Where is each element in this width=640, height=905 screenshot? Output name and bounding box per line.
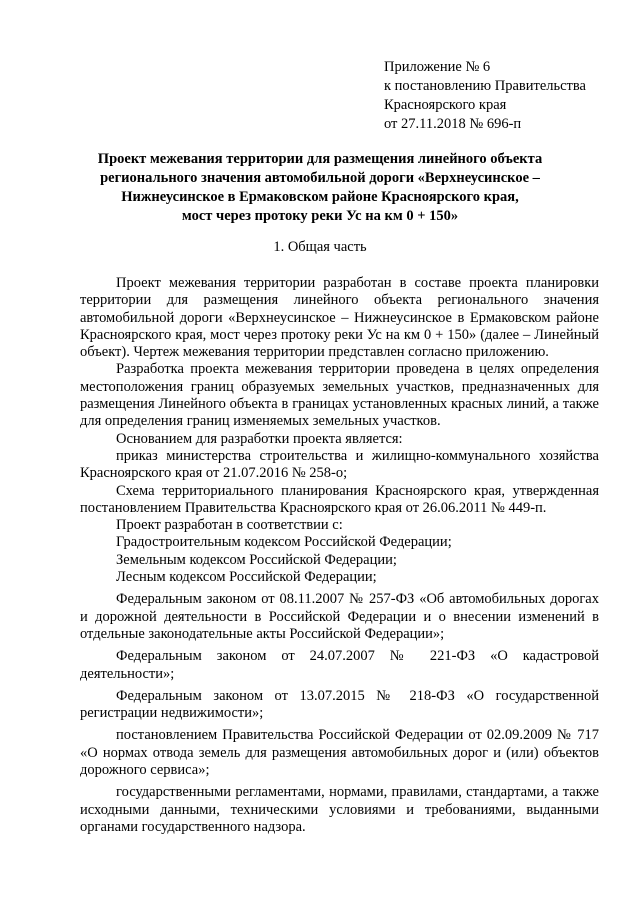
- paragraph: Федеральным законом от 13.07.2015 № 218-ФЗ «О государственной регистрации недвижимости»;: [80, 687, 599, 722]
- paragraph: Федеральным законом от 24.07.2007 № 221-ФЗ «О кадастровой деятельности»;: [80, 648, 599, 682]
- paragraph: государственными регламентами, нормами, правилами, стандартами, а также исходными данными, техническими условиями и требованиями, выданными органами государственного надзора.: [80, 784, 599, 835]
- paragraph: постановлением Правительства Российской Федерации от 02.09.2009 № 717 «О нормах отвода земель для размещения автомобильных дорог и (или) объектов дорожного сервиса»;: [80, 727, 599, 779]
- section-heading: 1. Общая часть: [273, 239, 367, 255]
- title-line: мост через протоку реки Ус на км 0 + 150»: [181, 208, 459, 224]
- paragraph: Проект межевания территории разработан в составе проекта планировки территории для размещения линейного объекта регионального значения автомобильной дороги «Верхнеусинское – Нижнеусинское в Ермаковском районе Красноярского края, мост через протоку реки Ус на км 0 + 150» (далее – Линейный объект). Чертеж межевания территории представлен согласно приложению.: [80, 275, 599, 361]
- paragraph: Основанием для разработки проекта является:: [116, 430, 403, 447]
- paragraph: Разработка проекта межевания территории проведена в целях определения местоположения границ образуемых земельных участков, предназначенных для размещения Линейного объекта в границах установленных красных линий, а также для определения границ изменяемых земельных участков.: [80, 361, 599, 430]
- paragraph: Схема территориального планирования Красноярского края, утвержденная постановлением Правительства Красноярского края от 26.06.2011 № 449-п.: [80, 482, 599, 516]
- document-title: [70, 150, 570, 226]
- appendix-line: от 27.11.2018 № 696-п: [384, 116, 522, 132]
- appendix-line: Приложение № 6: [384, 59, 491, 75]
- paragraph: Федеральным законом от 08.11.2007 № 257-ФЗ «Об автомобильных дорогах и дорожной деятельности в Российской Федерации и о внесении изменений в отдельные законодательные акты Российской Федерации»;: [80, 591, 599, 642]
- paragraph: приказ министерства строительства и жилищно-коммунального хозяйства Красноярского края от 21.07.2016 № 258-о;: [80, 447, 599, 482]
- paragraph: Градостроительным кодексом Российской Федерации;: [116, 534, 452, 551]
- title-line: регионального значения автомобильной дороги «Верхнеусинское –: [100, 170, 540, 186]
- paragraph: Лесным кодексом Российской Федерации;: [116, 569, 377, 586]
- paragraph: Земельным кодексом Российской Федерации;: [116, 551, 397, 568]
- appendix-line: к постановлению Правительства: [384, 78, 586, 94]
- appendix-line: Красноярского края: [384, 97, 507, 113]
- appendix-reference: [384, 58, 624, 134]
- title-line: Нижнеусинское в Ермаковском районе Красноярского края,: [121, 189, 519, 205]
- document-body: [80, 275, 599, 836]
- title-line: Проект межевания территории для размещения линейного объекта: [97, 151, 543, 167]
- paragraph: Проект разработан в соответствии с:: [116, 517, 343, 534]
